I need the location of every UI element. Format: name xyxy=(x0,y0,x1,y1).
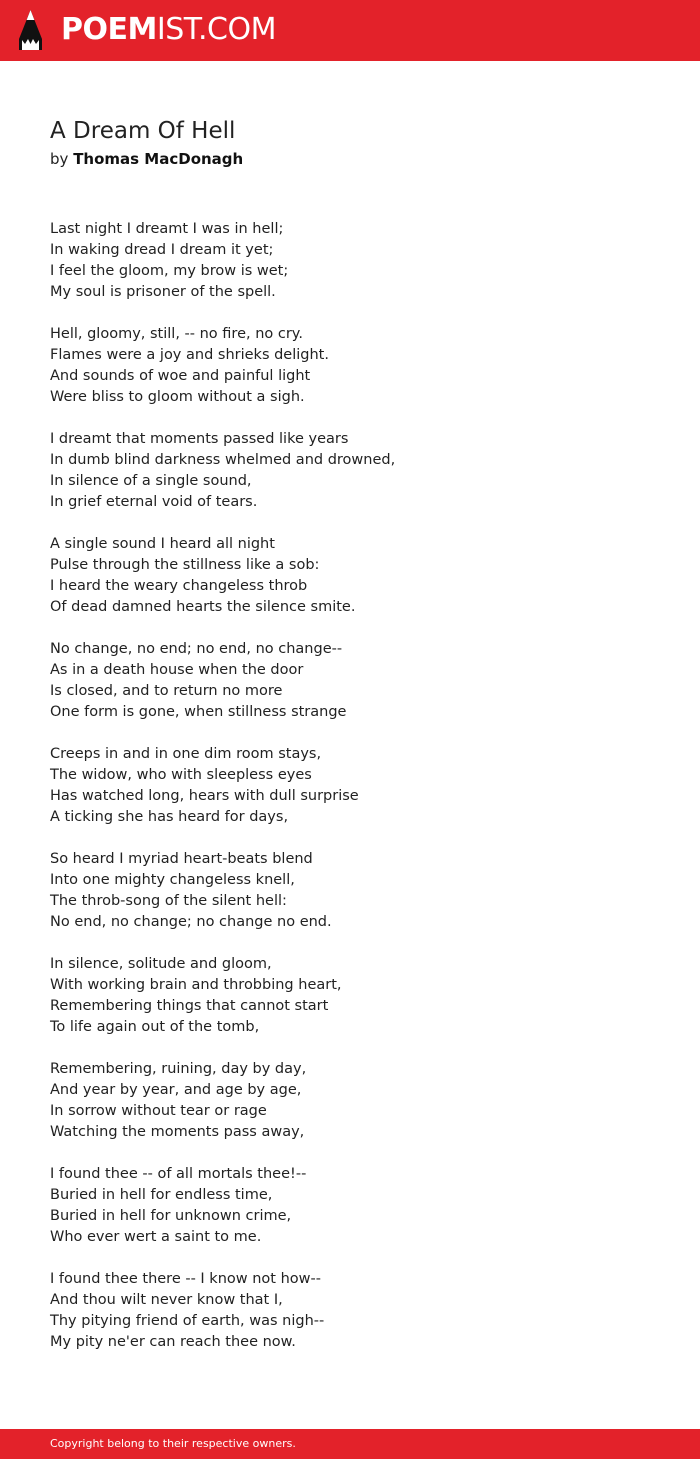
poem-line: My soul is prisoner of the spell. xyxy=(50,284,276,300)
poem-stanza xyxy=(50,639,650,723)
poem-line: Watching the moments pass away, xyxy=(50,1124,305,1140)
poem-line: Creeps in and in one dim room stays, xyxy=(50,746,322,762)
poem-line: A single sound I heard all night xyxy=(50,536,275,552)
by-label: by xyxy=(50,150,69,168)
poem-stanza xyxy=(50,1269,650,1353)
poem-title: A Dream Of Hell xyxy=(50,118,236,144)
poem-line: In silence, solitude and gloom, xyxy=(50,956,272,972)
poem-line: The throb-song of the silent hell: xyxy=(50,893,287,909)
poem-line: I heard the weary changeless throb xyxy=(50,578,308,594)
poem-line: To life again out of the tomb, xyxy=(50,1019,260,1035)
brand-name-light: IST.COM xyxy=(156,12,276,47)
poem-line: I found thee there -- I know not how-- xyxy=(50,1271,321,1287)
poem-line: A ticking she has heard for days, xyxy=(50,809,289,825)
poem-line: Last night I dreamt I was in hell; xyxy=(50,221,284,237)
poem-stanza xyxy=(50,429,650,513)
poem-line: I found thee -- of all mortals thee!-- xyxy=(50,1166,307,1182)
poem-stanza xyxy=(50,1164,650,1248)
poem-line: The widow, who with sleepless eyes xyxy=(50,767,312,783)
poem-line: In silence of a single sound, xyxy=(50,473,252,489)
poem-line: Buried in hell for endless time, xyxy=(50,1187,273,1203)
poem-stanza xyxy=(50,534,650,618)
copyright-text: Copyright belong to their respective owners. xyxy=(50,1437,296,1450)
site-header xyxy=(0,0,700,61)
poem-line: Has watched long, hears with dull surprise xyxy=(50,788,359,804)
poem-line: So heard I myriad heart-beats blend xyxy=(50,851,313,867)
poem-line: One form is gone, when stillness strange xyxy=(50,704,347,720)
poem-stanza xyxy=(50,954,650,1038)
poem-stanza xyxy=(50,1059,650,1143)
poem-stanza xyxy=(50,324,650,408)
poem-line: Hell, gloomy, still, -- no fire, no cry. xyxy=(50,326,303,342)
poem-line: As in a death house when the door xyxy=(50,662,304,678)
site-footer xyxy=(0,1429,700,1459)
poem-line: No end, no change; no change no end. xyxy=(50,914,332,930)
poem-line: Thy pitying friend of earth, was nigh-- xyxy=(50,1313,325,1329)
site-logo-link[interactable] xyxy=(18,9,276,51)
poem-byline xyxy=(50,148,243,170)
poem-line: And thou wilt never know that I, xyxy=(50,1292,283,1308)
poem-line: Buried in hell for unknown crime, xyxy=(50,1208,292,1224)
poem-line: Were bliss to gloom without a sigh. xyxy=(50,389,305,405)
poem-line: In sorrow without tear or rage xyxy=(50,1103,267,1119)
poem-line: Of dead damned hearts the silence smite. xyxy=(50,599,356,615)
poem-line: My pity ne'er can reach thee now. xyxy=(50,1334,296,1350)
poem-line: Remembering things that cannot start xyxy=(50,998,329,1014)
brand-name-bold: POEM xyxy=(61,12,157,47)
pencil-icon xyxy=(18,9,43,51)
poem-line: In dumb blind darkness whelmed and drowned, xyxy=(50,452,396,468)
poem-line: I dreamt that moments passed like years xyxy=(50,431,349,447)
poem-line: Into one mighty changeless knell, xyxy=(50,872,295,888)
poem-line: Remembering, ruining, day by day, xyxy=(50,1061,307,1077)
poem-stanza xyxy=(50,849,650,933)
poem-line: No change, no end; no end, no change-- xyxy=(50,641,343,657)
poem-line: Is closed, and to return no more xyxy=(50,683,283,699)
poem-line: In waking dread I dream it yet; xyxy=(50,242,274,258)
poem-line: Pulse through the stillness like a sob: xyxy=(50,557,320,573)
poem-line: Who ever wert a saint to me. xyxy=(50,1229,262,1245)
poem-stanza xyxy=(50,744,650,828)
poem-line: In grief eternal void of tears. xyxy=(50,494,258,510)
poem-body xyxy=(50,219,650,1374)
poem-line: Flames were a joy and shrieks delight. xyxy=(50,347,329,363)
poem-line: I feel the gloom, my brow is wet; xyxy=(50,263,289,279)
poem-stanza xyxy=(50,219,650,303)
author-link[interactable]: Thomas MacDonagh xyxy=(73,150,244,168)
brand-name xyxy=(61,9,276,51)
poem-line: And sounds of woe and painful light xyxy=(50,368,311,384)
poem-line: And year by year, and age by age, xyxy=(50,1082,302,1098)
poem-line: With working brain and throbbing heart, xyxy=(50,977,342,993)
